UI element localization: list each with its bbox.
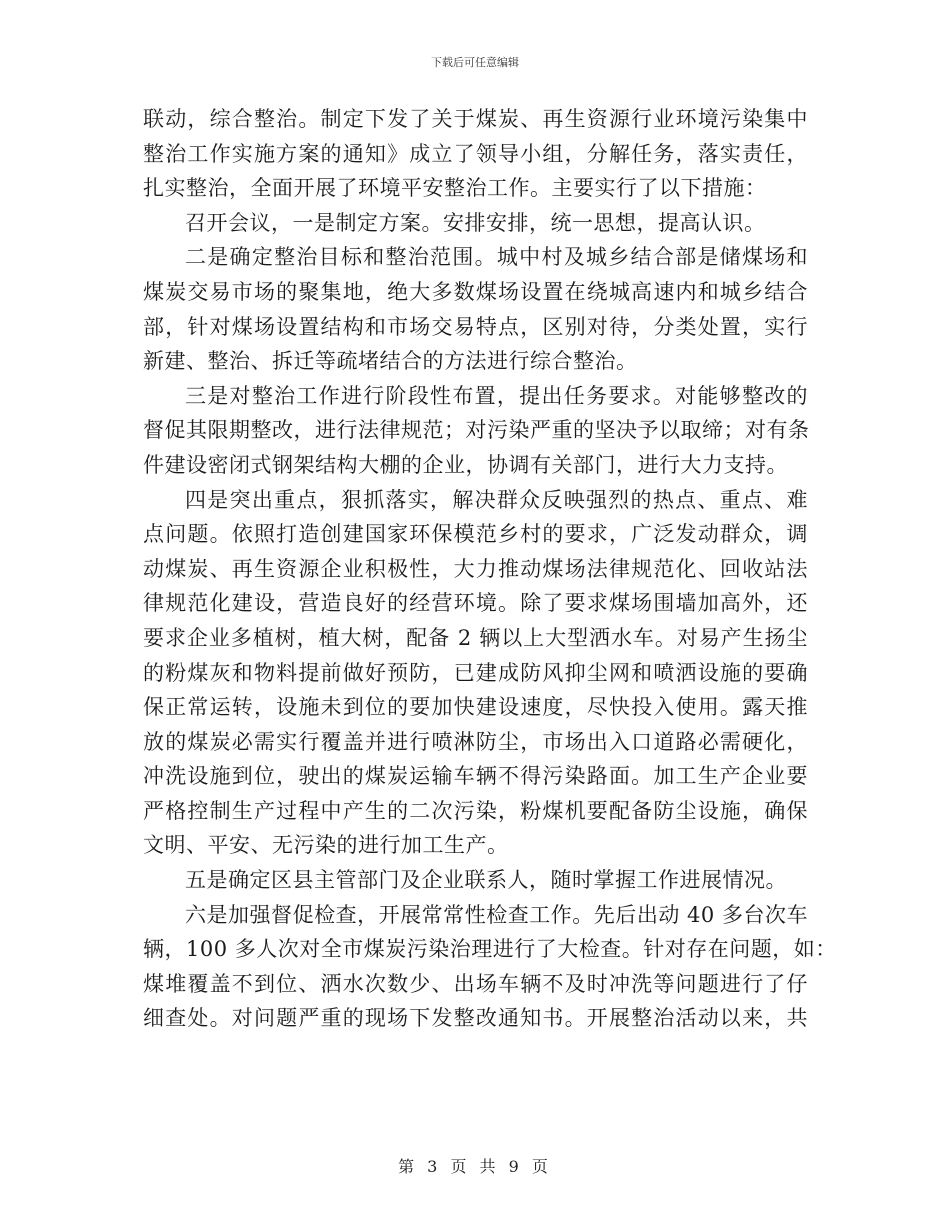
paragraph-line: 三是对整治工作进行阶段性布置，提出任务要求。对能够整改的	[185, 383, 808, 408]
document-body	[143, 102, 837, 1036]
paragraph-line: 的粉煤灰和物料提前做好预防，已建成防风抑尘网和喷洒设施的要确	[143, 660, 808, 685]
paragraph-line: 督促其限期整改，进行法律规范；对污染严重的坚决予以取缔；对有条	[143, 418, 810, 443]
page-header: 下载后可任意编辑	[431, 56, 519, 69]
paragraph-line: 煤炭交易市场的聚集地，绝大多数煤场设置在绕城高速内和城乡结合	[143, 279, 808, 304]
paragraph-line: 点问题。依照打造创建国家环保模范乡村的要求，广泛发动群众，调	[143, 522, 808, 547]
paragraph-line: 严格控制生产过程中产生的二次污染，粉煤机要配备防尘设施，确保	[143, 798, 808, 823]
paragraph-line: 召开会议，一是制定方案。安排安排，统一思想，提高认识。	[185, 210, 766, 235]
paragraph-line: 辆，100 多人次对全市煤炭污染治理进行了大检查。针对存在问题，如：	[143, 937, 837, 962]
paragraph-line: 细查处。对问题严重的现场下发整改通知书。开展整治活动以来，共	[143, 1006, 808, 1031]
paragraph-line: 文明、平安、无污染的进行加工生产。	[143, 833, 509, 858]
paragraph-line: 要求企业多植树，植大树，配备 2 辆以上大型洒水车。对易产生扬尘	[143, 625, 808, 650]
paragraph-line: 律规范化建设，营造良好的经营环境。除了要求煤场围墙加高外，还	[143, 591, 808, 616]
paragraph-line: 联动，综合整治。制定下发了关于煤炭、再生资源行业环境污染集中	[143, 107, 808, 131]
paragraph-line: 六是加强督促检查，开展常常性检查工作。先后出动 40 多台次车	[185, 902, 808, 927]
paragraph-line: 煤堆覆盖不到位、洒水次数少、出场车辆不及时冲洗等问题进行了仔	[143, 971, 808, 996]
paragraph-line: 部，针对煤场设置结构和市场交易特点，区别对待，分类处置，实行	[143, 314, 808, 339]
paragraph-line: 保正常运转，设施未到位的要加快建设速度，尽快投入使用。露天推	[143, 695, 808, 720]
paragraph-line: 冲洗设施到位，驶出的煤炭运输车辆不得污染路面。加工生产企业要	[143, 764, 808, 789]
paragraph-line: 放的煤炭必需实行覆盖并进行喷淋防尘，市场出入口道路必需硬化，	[143, 729, 808, 754]
paragraph-line: 二是确定整治目标和整治范围。城中村及城乡结合部是储煤场和	[185, 245, 808, 270]
paragraph-line: 五是确定区县主管部门及企业联系人，随时掌握工作进展情况。	[185, 868, 787, 893]
paragraph-line: 四是突出重点，狠抓落实，解决群众反映强烈的热点、重点、难	[185, 487, 808, 512]
page-number-footer: 第 3 页 共 9 页	[398, 1157, 552, 1176]
paragraph-line: 整治工作实施方案的通知》成立了领导小组，分解任务，落实责任，	[143, 141, 808, 166]
paragraph-line: 扎实整治，全面开展了环境平安整治工作。主要实行了以下措施：	[143, 176, 767, 201]
paragraph-line: 新建、整治、拆迁等疏堵结合的方法进行综合整治。	[143, 349, 638, 374]
paragraph-line: 件建设密闭式钢架结构大棚的企业，协调有关部门，进行大力支持。	[143, 452, 788, 477]
paragraph-line: 动煤炭、再生资源企业积极性，大力推动煤场法律规范化、回收站法	[143, 556, 808, 581]
